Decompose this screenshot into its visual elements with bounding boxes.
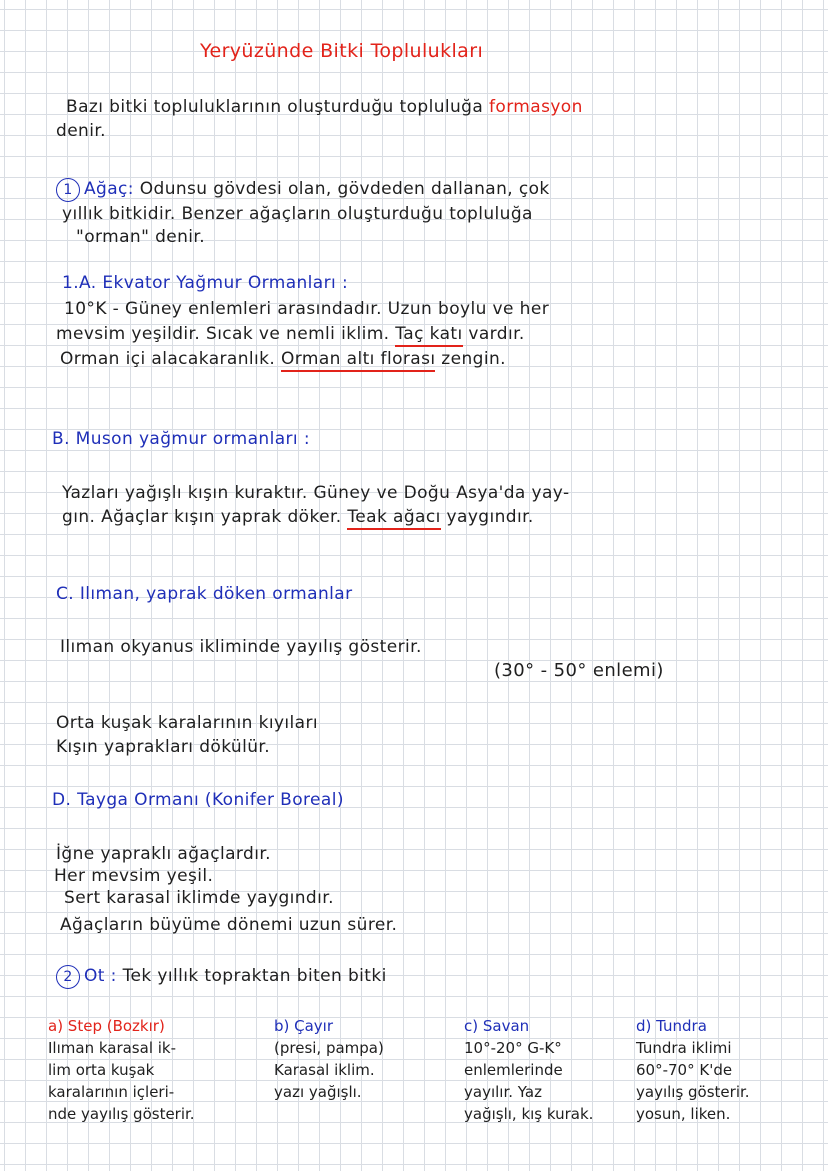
formasyon-term: formasyon (489, 97, 583, 117)
section-b-line-1: Yazları yağışlı kışın kuraktır. Güney ve Doğu Asya'da yay- (62, 483, 570, 503)
column-cayir-heading: b) Çayır (274, 1017, 334, 1035)
section-a-text-3c: zengin. (441, 349, 506, 369)
section-b-heading: B. Muson yağmur ormanları : (52, 429, 310, 449)
section-c-line-2: Orta kuşak karalarının kıyıları (56, 713, 318, 733)
column-savan-line: enlemlerinde (464, 1061, 563, 1079)
section-a-heading: 1.A. Ekvator Yağmur Ormanları : (62, 273, 349, 293)
tac-kati-term: Taç katı (395, 324, 462, 347)
intro-line-2: denir. (56, 121, 106, 141)
column-tundra-line: yayılış gösterir. (636, 1083, 750, 1101)
column-cayir-line: yazı yağışlı. (274, 1083, 362, 1101)
section-d-line-2: Her mevsim yeşil. (54, 866, 214, 886)
column-savan-line: yağışlı, kış kurak. (464, 1105, 594, 1123)
agac-text-1: Odunsu gövdesi olan, gövdeden dallanan, çok (139, 179, 550, 199)
column-savan (464, 1015, 593, 1125)
column-step-line: nde yayılış gösterir. (48, 1105, 195, 1123)
section-a-line-2 (56, 323, 525, 345)
section-a-text-2: mevsim yeşildir. Sıcak ve nemli iklim. (56, 324, 390, 344)
ot-text: Tek yıllık topraktan biten bitki (122, 966, 387, 986)
agac-line-1 (56, 178, 550, 202)
section-a-line-3 (60, 348, 506, 370)
section-c-enlem: (30° - 50° enlemi) (494, 660, 664, 681)
column-savan-line: yayılır. Yaz (464, 1083, 542, 1101)
column-cayir (274, 1015, 384, 1103)
section-b-text-2c: yaygındır. (446, 507, 534, 527)
column-step-line: karalarının içleri- (48, 1083, 175, 1101)
column-step (48, 1015, 195, 1125)
intro-text: Bazı bitki topluluklarının oluşturduğu topluluğa (66, 97, 484, 117)
section-d-line-4: Ağaçların büyüme dönemi uzun sürer. (60, 915, 398, 935)
column-savan-heading: c) Savan (464, 1017, 530, 1035)
section-d-heading: D. Tayga Ormanı (Konifer Boreal) (52, 790, 344, 810)
page-title: Yeryüzünde Bitki Toplulukları (200, 40, 484, 62)
section-d-line-1: İğne yapraklı ağaçlardır. (56, 844, 271, 864)
ot-line (56, 965, 387, 989)
column-step-heading: a) Step (Bozkır) (48, 1017, 165, 1035)
section-a-text-3: Orman içi alacakaranlık. (60, 349, 276, 369)
ot-label: Ot : (84, 966, 117, 986)
number-badge-2: 2 (56, 965, 80, 989)
column-step-line: Ilıman karasal ik- (48, 1039, 177, 1057)
section-b-text-2: gın. Ağaçlar kışın yaprak döker. (62, 507, 342, 527)
number-badge-1: 1 (56, 178, 80, 202)
column-cayir-line: (presi, pampa) (274, 1039, 384, 1057)
column-tundra-heading: d) Tundra (636, 1017, 707, 1035)
orman-alti-florasi-term: Orman altı florası (281, 349, 435, 372)
intro-line-1 (66, 96, 583, 118)
section-b-line-2 (62, 506, 534, 528)
column-savan-line: 10°-20° G-K° (464, 1039, 562, 1057)
section-a-line-1: 10°K - Güney enlemleri arasındadır. Uzun boylu ve her (64, 299, 550, 319)
agac-label: Ağaç: (84, 179, 134, 199)
column-tundra (636, 1015, 750, 1125)
section-c-line-3: Kışın yaprakları dökülür. (56, 737, 271, 757)
section-a-text-2c: vardır. (468, 324, 525, 344)
section-c-line-1: Ilıman okyanus ikliminde yayılış gösterir. (60, 637, 422, 657)
column-cayir-line: Karasal iklim. (274, 1061, 375, 1079)
column-step-line: lim orta kuşak (48, 1061, 155, 1079)
column-tundra-line: yosun, liken. (636, 1105, 731, 1123)
column-tundra-line: 60°-70° K'de (636, 1061, 733, 1079)
agac-line-2: yıllık bitkidir. Benzer ağaçların oluşturduğu topluluğa (62, 204, 533, 224)
column-tundra-line: Tundra iklimi (636, 1039, 732, 1057)
section-d-line-3: Sert karasal iklimde yaygındır. (64, 888, 334, 908)
section-c-heading: C. Ilıman, yaprak döken ormanlar (56, 584, 353, 604)
teak-agaci-term: Teak ağacı (347, 507, 440, 530)
agac-line-3: "orman" denir. (76, 227, 206, 247)
